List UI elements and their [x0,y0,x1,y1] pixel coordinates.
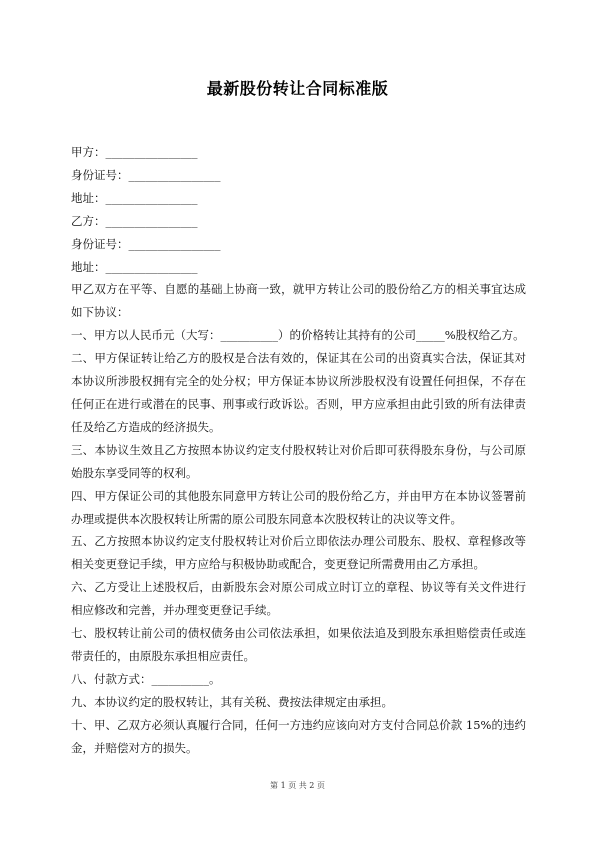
clause-4: 四、甲方保证公司的其他股东同意甲方转让公司的股份给乙方，并由甲方在本协议签署前办理或提供本次股权转让所需的原公司股东同意本次股权转让的决议等文件。 [71,488,526,526]
party-b-address-field: 地址：________________ [71,259,198,274]
clause-10: 十、甲、乙双方必须认真履行合同，任何一方违约应该向对方支付合同总价款 15%的违约金，并赔偿对方的损失。 [71,717,526,755]
document-body [71,141,526,759]
clause-9: 九、本协议约定的股权转让，其有关税、费按法律规定由承担。 [71,694,393,709]
clause-5: 五、乙方按照本协议约定支付股权转让对价后立即依法办理公司股东、股权、章程修改等相关变更登记手续，甲方应给与积极协助或配合，变更登记所需费用由乙方承担。 [71,534,526,572]
party-b-id-field: 身份证号：________________ [71,236,221,251]
document-title: 最新股份转让合同标准版 [206,79,389,98]
clause-7: 七、股权转让前公司的债权债务由公司依法承担，如果依法追及到股东承担赔偿责任或连带责任的，由原股东承担相应责任。 [71,626,526,663]
page-number-footer: 第 1 页 共 2 页 [270,781,325,790]
party-a-address-field: 地址：________________ [71,190,198,205]
party-a-field: 甲方：________________ [71,145,198,159]
party-a-id-field: 身份证号：________________ [71,167,221,182]
clause-8: 八、付款方式：__________。 [71,671,221,686]
clause-6: 六、乙方受让上述股权后，由新股东会对原公司成立时订立的章程、协议等有关文件进行相应修改和完善，并办理变更登记手续。 [71,580,526,618]
preamble-paragraph: 甲乙双方在平等、自愿的基础上协商一致，就甲方转让公司的股份给乙方的相关事宜达成如下协议： [71,282,526,320]
clause-1: 一、甲方以人民币元（大写：__________）的价格转让其持有的公司_____%股权给乙方。 [71,328,525,343]
party-b-field: 乙方：________________ [71,213,198,228]
clause-3: 三、本协议生效且乙方按照本协议约定支付股权转让对价后即可获得股东身份，与公司原始股东享受同等的权利。 [71,442,526,480]
clause-2: 二、甲方保证转让给乙方的股权是合法有效的，保证其在公司的出资真实合法，保证其对本协议所涉股权拥有完全的处分权；甲方保证本协议所涉股权没有设置任何担保，不存在任何正在进行或潜在的民事、刑事或行政诉讼。否则，甲方应承担由此引致的所有法律责任及给乙方造成的经济损失。 [71,351,526,434]
